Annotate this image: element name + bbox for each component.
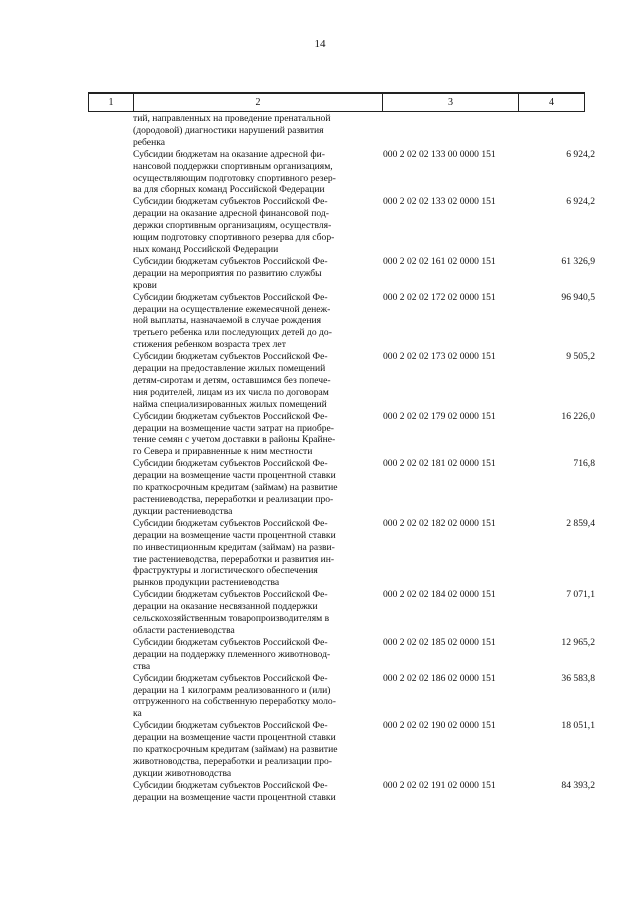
row-code: 000 2 02 02 190 02 0000 151 (383, 720, 496, 732)
row-code: 000 2 02 02 133 00 0000 151 (383, 148, 496, 160)
table-row (133, 149, 595, 197)
row-value: 6 924,2 (566, 196, 595, 208)
table-row (133, 780, 595, 804)
row-description: Субсидии бюджетам субъектов Российской Фе- дерации на поддержку племенного животновод- ства (133, 636, 331, 672)
header-col-2: 2 (134, 94, 383, 111)
row-description: Субсидии бюджетам субъектов Российской Фе- дерации на оказание несвязанной поддержки сельскохозяйственным товаропроизводителям в области растениеводства (133, 589, 330, 636)
row-code (377, 113, 517, 149)
row-code: 000 2 02 02 191 02 0000 151 (383, 779, 496, 791)
row-description: Субсидии бюджетам субъектов Российской Фе- дерации на возмещение части процентной ставки по краткосрочным кредитам (займам) на развитие животноводства, переработки и реализации про- дукции животноводства (133, 720, 338, 779)
row-value: 36 583,8 (561, 672, 595, 684)
row-value: 96 940,5 (561, 291, 595, 303)
table-row (133, 196, 595, 256)
row-description: Субсидии бюджетам субъектов Российской Фе- дерации на возмещение части процентной ставки по инвестиционным кредитам (займам) на разви- тие растениеводства, переработки и развития ин- фраструктуры и логистического обеспечения рынков продукции растениеводства (133, 517, 336, 589)
row-code: 000 2 02 02 133 02 0000 151 (383, 196, 496, 208)
table-body (133, 113, 595, 804)
table-row (133, 351, 595, 411)
row-description: Субсидии бюджетам субъектов Российской Фе- дерации на 1 килограмм реализованного и (или) отгруженного на собственную переработку моло- ка (133, 672, 336, 720)
header-col-1: 1 (89, 94, 134, 111)
header-col-4: 4 (549, 97, 554, 108)
table-row (133, 589, 595, 637)
row-code: 000 2 02 02 184 02 0000 151 (383, 589, 496, 601)
row-value: 12 965,2 (561, 636, 595, 648)
table-header (88, 92, 585, 112)
row-description: Субсидии бюджетам субъектов Российской Фе- дерации на оказание адресной финансовой под- держки спортивным организациям, осуществля- ющим подготовку спортивного резерва для сбор- ных команд Российской Федерации (133, 196, 335, 255)
table-row (133, 518, 595, 589)
row-code: 000 2 02 02 179 02 0000 151 (383, 410, 496, 422)
table-row (133, 256, 595, 292)
row-description: Субсидии бюджетам субъектов Российской Фе- дерации на возмещение части процентной ставки (133, 779, 336, 803)
row-value: 18 051,1 (561, 720, 595, 732)
row-value: 716,8 (573, 458, 595, 470)
row-description: Субсидии бюджетам субъектов Российской Фе- дерации на предоставление жилых помещений детям-сиротам и детям, оставшимся без попече- ния родителей, лицам из их числа по договорам найма специализированных жилых помещений (133, 351, 331, 410)
table-row (133, 292, 595, 352)
table-row (133, 637, 595, 673)
page-number: 14 (314, 38, 326, 50)
table-row (133, 113, 595, 149)
row-code: 000 2 02 02 185 02 0000 151 (383, 636, 496, 648)
row-code: 000 2 02 02 181 02 0000 151 (383, 458, 496, 470)
table-row (133, 673, 595, 721)
row-value: 84 393,2 (561, 779, 595, 791)
row-description: тий, направленных на проведение пренатальной (дородовой) диагностики нарушений развития ребенка (133, 113, 331, 148)
row-description: Субсидии бюджетам субъектов Российской Фе- дерации на мероприятия по развитию службы крови (133, 255, 328, 291)
row-code: 000 2 02 02 186 02 0000 151 (383, 672, 496, 684)
row-code: 000 2 02 02 182 02 0000 151 (383, 517, 496, 529)
row-value (517, 113, 595, 149)
row-code: 000 2 02 02 173 02 0000 151 (383, 351, 496, 363)
row-value: 16 226,0 (561, 410, 595, 422)
table-row (133, 458, 595, 518)
row-code: 000 2 02 02 172 02 0000 151 (383, 291, 496, 303)
table-row (133, 720, 595, 780)
header-col-3: 3 (383, 94, 519, 111)
row-code: 000 2 02 02 161 02 0000 151 (383, 255, 496, 267)
row-value: 61 326,9 (561, 255, 595, 267)
row-value: 2 859,4 (566, 517, 595, 529)
row-value: 6 924,2 (566, 148, 595, 160)
row-description: Субсидии бюджетам субъектов Российской Фе- дерации на возмещение части затрат на приобре- тение семян с учетом доставки в районы Крайне- го Севера и приравненные к ним местности (133, 410, 336, 458)
row-value: 9 505,2 (566, 351, 595, 363)
table-row (133, 411, 595, 459)
row-description: Субсидии бюджетам субъектов Российской Фе- дерации на осуществление ежемесячной денеж- ной выплаты, назначаемой в случае рождения третьего ребенка или последующих детей до до- стижения ребенком возраста трех лет (133, 291, 332, 351)
row-description: Субсидии бюджетам на оказание адресной фи- нансовой поддержки спортивным организациям, осуществляющим подготовку спортивного резер- ва для сборных команд Российской Федерации (133, 148, 336, 196)
row-description: Субсидии бюджетам субъектов Российской Фе- дерации на возмещение части процентной ставки по краткосрочным кредитам (займам) на развитие растениеводства, переработки и реализации про- дукции растениеводства (133, 458, 338, 517)
row-value: 7 071,1 (566, 589, 595, 601)
